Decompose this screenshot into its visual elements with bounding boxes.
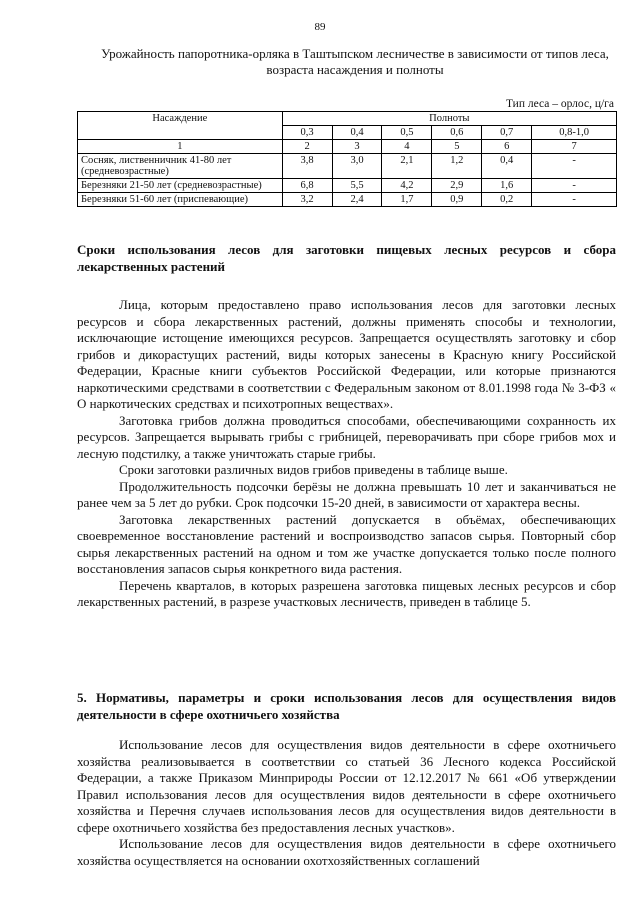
table-cell: 0,2 xyxy=(482,193,532,207)
table-number-row xyxy=(78,140,617,154)
section-heading-resources: Сроки использования лесов для заготовки пищевых лесных ресурсов и сбора лекарственных растений xyxy=(77,242,616,274)
column-number: 4 xyxy=(382,140,432,154)
column-number: 6 xyxy=(482,140,532,154)
table-cell: - xyxy=(532,193,617,207)
paragraph: Продолжительность подсочки берёзы не должна превышать 10 лет и заканчиваться не ранее чем за 5 лет до рубки. Срок подсочки 15-20 дней, в зависимости от характера весны. xyxy=(77,478,616,510)
yield-table xyxy=(77,111,617,207)
density-value: 0,8-1,0 xyxy=(532,126,617,140)
table-cell: 1,2 xyxy=(432,154,482,179)
row-label: Сосняк, лиственничник 41-80 лет (средневозрастные) xyxy=(78,154,283,179)
table-row xyxy=(78,193,617,207)
paragraph: Использование лесов для осуществления видов деятельности в сфере охотничьего хозяйства осуществляется на основании охотхозяйственных соглашений xyxy=(77,836,616,868)
paragraph: Заготовка грибов должна проводиться способами, обеспечивающими сохранность их ресурсов. Запрещается вырывать грибы с грибницей, переворачивать при сборе грибов мох и лесную подстилку, а также уничтожать старые грибы. xyxy=(77,412,616,461)
table-cell: 3,2 xyxy=(282,193,332,207)
table-cell: 2,4 xyxy=(332,193,382,207)
table-cell: 6,8 xyxy=(282,179,332,193)
section-body-hunting xyxy=(77,737,616,869)
density-value: 0,3 xyxy=(282,126,332,140)
section-body-resources xyxy=(77,297,616,611)
table-note: Тип леса – орлос, ц/га xyxy=(505,98,614,110)
density-value: 0,6 xyxy=(432,126,482,140)
table-cell: 3,8 xyxy=(282,154,332,179)
density-value: 0,7 xyxy=(482,126,532,140)
table-cell: - xyxy=(532,154,617,179)
paragraph: Использование лесов для осуществления видов деятельности в сфере охотничьего хозяйства реализовывается в соответствии со статьей 36 Лесного кодекса Российской Федерации, а также Приказом Минприроды России от 12.12.2017 № 661 «Об утверждении Правил использования лесов для осуществления видов деятельности в сфере охотничьего хозяйства и Перечня случаев использования лесов для осуществления видов деятельности в сфере охотничьего хозяйства без предоставления лесных участков». xyxy=(77,737,616,835)
column-number: 5 xyxy=(432,140,482,154)
table-cell: 0,4 xyxy=(482,154,532,179)
column-number: 3 xyxy=(332,140,382,154)
paragraph: Перечень кварталов, в которых разрешена заготовка пищевых лесных ресурсов и сбор лекарственных растений, в разрезе участковых лесничеств, приведен в таблице 5. xyxy=(77,577,616,609)
table-cell: 4,2 xyxy=(382,179,432,193)
paragraph: Сроки заготовки различных видов грибов приведены в таблице выше. xyxy=(119,462,508,477)
header-density: Полноты xyxy=(282,112,616,126)
column-number: 7 xyxy=(532,140,617,154)
table-cell: - xyxy=(532,179,617,193)
paragraph: Заготовка лекарственных растений допускается в объёмах, обеспечивающих своевременное восстановление растений и воспроизводство запасов сырья. Повторный сбор сырья лекарственных растений на одном и том же участке допускается только после полного восстановления запасов сырья конкретного вида растения. xyxy=(77,511,616,576)
table-cell: 5,5 xyxy=(332,179,382,193)
density-value: 0,5 xyxy=(382,126,432,140)
header-stand: Насаждение xyxy=(78,112,283,140)
table-cell: 2,1 xyxy=(382,154,432,179)
table-cell: 1,6 xyxy=(482,179,532,193)
row-label: Березняки 51-60 лет (приспевающие) xyxy=(78,193,283,207)
table-row xyxy=(78,179,617,193)
table-header-row xyxy=(78,112,617,126)
paragraph: Лица, которым предоставлено право использования лесов для заготовки лесных ресурсов и сбора лекарственных растений, должны применять способы и технологии, исключающие истощение имеющихся ресурсов. Запрещается осуществлять заготовку и сбор грибов и дикорастущих растений, виды которых занесены в Красную книгу Российской Федерации, Красные книги субъектов Российской Федерации, или которые признаются наркотическими средствами в соответствии с Федеральным законом от 8.01.1998 года № 3-ФЗ « О наркотических средствах и психотропных веществах». xyxy=(77,297,616,411)
row-label: Березняки 21-50 лет (средневозрастные) xyxy=(78,179,283,193)
table-title: Урожайность папоротника-орляка в Таштыпском лесничестве в зависимости от типов леса, возраста насаждения и полноты xyxy=(101,46,609,77)
table-cell: 2,9 xyxy=(432,179,482,193)
density-value: 0,4 xyxy=(332,126,382,140)
section-heading-hunting: 5. Нормативы, параметры и сроки использования лесов для осуществления видов деятельности в сфере охотничьего хозяйства xyxy=(77,690,616,722)
table-cell: 3,0 xyxy=(332,154,382,179)
page-number: 89 xyxy=(314,21,326,33)
table-cell: 0,9 xyxy=(432,193,482,207)
column-number: 2 xyxy=(282,140,332,154)
table-cell: 1,7 xyxy=(382,193,432,207)
column-number: 1 xyxy=(78,140,283,154)
table-row xyxy=(78,154,617,179)
